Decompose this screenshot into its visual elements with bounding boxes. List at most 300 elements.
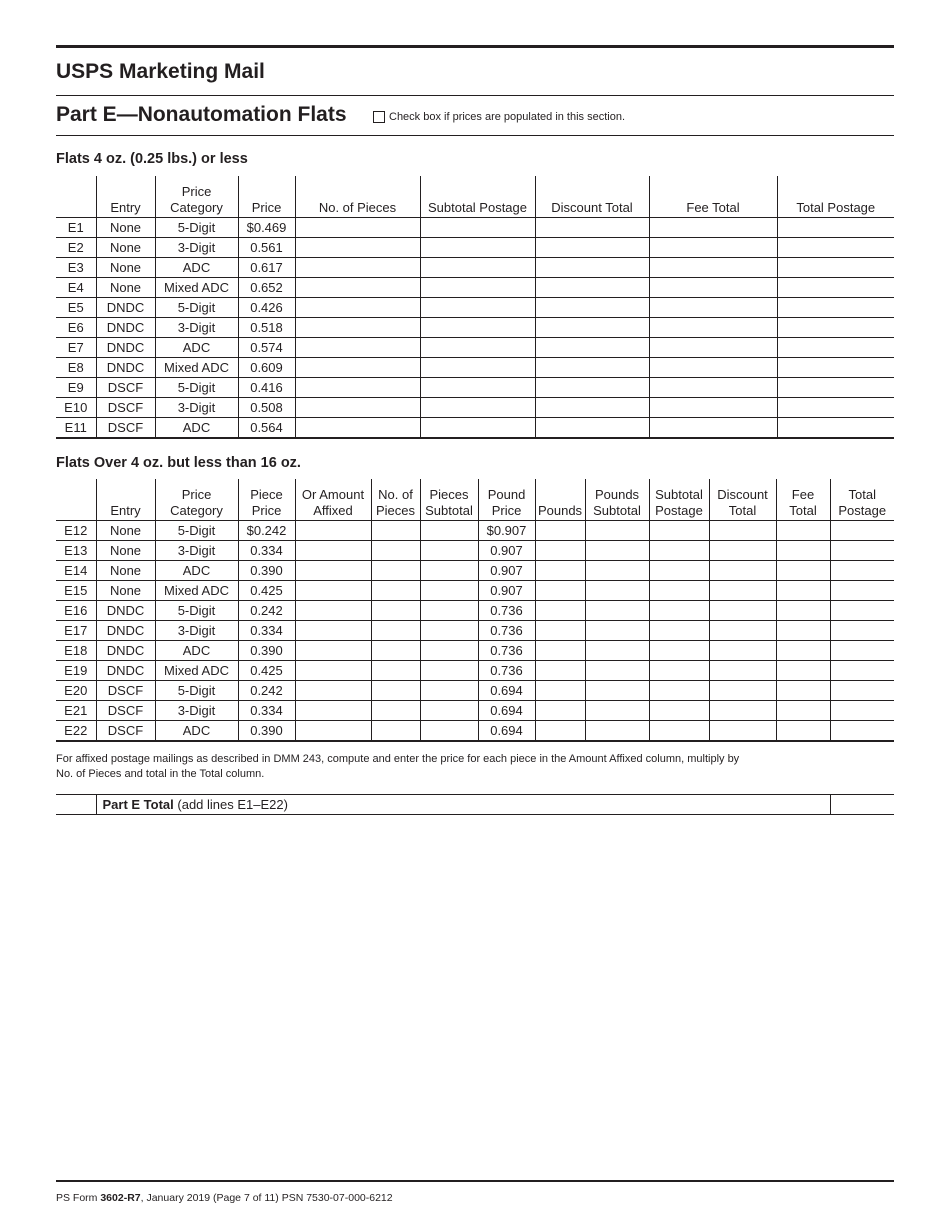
fee-total-field[interactable]: [649, 358, 777, 378]
fee-total-field[interactable]: [649, 398, 777, 418]
subtotal-postage-field[interactable]: [649, 701, 709, 721]
pound-price-cell: 0.694: [478, 681, 535, 701]
discount-total-field[interactable]: [709, 621, 776, 641]
no-of-pieces-field[interactable]: [295, 298, 420, 318]
discount-total-field[interactable]: [709, 681, 776, 701]
flats-heavy-table: [56, 479, 894, 742]
subtotal-postage-field[interactable]: [649, 681, 709, 701]
no-of-pieces-field[interactable]: [371, 621, 420, 641]
total-postage-field[interactable]: [777, 278, 894, 298]
no-of-pieces-field[interactable]: [371, 541, 420, 561]
entry-cell: None: [96, 541, 155, 561]
entry-cell: None: [96, 561, 155, 581]
column-header: Discount Total: [535, 176, 649, 218]
price-cell: 0.574: [238, 338, 295, 358]
line-number: E16: [56, 601, 96, 621]
pounds-subtotal-field[interactable]: [585, 681, 649, 701]
total-postage-field[interactable]: [777, 258, 894, 278]
entry-cell: DSCF: [96, 378, 155, 398]
fee-total-field[interactable]: [649, 418, 777, 439]
line-number: E6: [56, 318, 96, 338]
entry-cell: DNDC: [96, 661, 155, 681]
total-postage-field[interactable]: [777, 418, 894, 439]
total-postage-field[interactable]: [830, 641, 894, 661]
line-number: E7: [56, 338, 96, 358]
line-number: E10: [56, 398, 96, 418]
subtotal-postage-field[interactable]: [649, 621, 709, 641]
column-header: Fee Total: [776, 479, 830, 521]
pound-price-cell: 0.907: [478, 541, 535, 561]
total-postage-field[interactable]: [777, 218, 894, 238]
pieces-subtotal-field[interactable]: [420, 521, 478, 541]
table-row: [56, 681, 894, 701]
pound-price-cell: 0.736: [478, 661, 535, 681]
discount-total-field[interactable]: [535, 378, 649, 398]
fee-total-field[interactable]: [649, 258, 777, 278]
price-category-cell: ADC: [155, 561, 238, 581]
form-title: USPS Marketing Mail: [56, 60, 265, 83]
table-row: [56, 358, 894, 378]
table-row: [56, 398, 894, 418]
amount-affixed-field[interactable]: [295, 621, 371, 641]
table-row: [56, 218, 894, 238]
pounds-field[interactable]: [535, 601, 585, 621]
discount-total-field[interactable]: [535, 398, 649, 418]
no-of-pieces-field[interactable]: [371, 721, 420, 742]
piece-price-cell: $0.242: [238, 521, 295, 541]
no-of-pieces-field[interactable]: [295, 418, 420, 439]
line-number: E18: [56, 641, 96, 661]
subtotal-postage-field[interactable]: [649, 541, 709, 561]
line-number: E13: [56, 541, 96, 561]
subtotal-postage-field[interactable]: [649, 721, 709, 742]
form-footer: [56, 1192, 393, 1204]
part-divider: [56, 135, 894, 136]
discount-total-field[interactable]: [709, 721, 776, 742]
fee-total-field[interactable]: [649, 238, 777, 258]
pieces-subtotal-field[interactable]: [420, 621, 478, 641]
amount-affixed-field[interactable]: [295, 721, 371, 742]
column-header: Pounds: [535, 479, 585, 521]
fee-total-field[interactable]: [776, 581, 830, 601]
price-category-cell: 3-Digit: [155, 621, 238, 641]
pounds-subtotal-field[interactable]: [585, 601, 649, 621]
pounds-subtotal-field[interactable]: [585, 621, 649, 641]
column-header: Total Postage: [777, 176, 894, 218]
total-postage-field[interactable]: [830, 541, 894, 561]
discount-total-field[interactable]: [535, 218, 649, 238]
discount-total-field[interactable]: [709, 701, 776, 721]
price-category-cell: 5-Digit: [155, 521, 238, 541]
price-cell: 0.508: [238, 398, 295, 418]
price-cell: 0.564: [238, 418, 295, 439]
line-number: E1: [56, 218, 96, 238]
subtotal-postage-field[interactable]: [649, 521, 709, 541]
subtotal-postage-field[interactable]: [420, 258, 535, 278]
amount-affixed-field[interactable]: [295, 581, 371, 601]
discount-total-field[interactable]: [709, 521, 776, 541]
total-postage-field[interactable]: [777, 338, 894, 358]
section1-heading: Flats 4 oz. (0.25 lbs.) or less: [56, 151, 248, 167]
subtotal-postage-field[interactable]: [649, 581, 709, 601]
no-of-pieces-field[interactable]: [371, 681, 420, 701]
fee-total-field[interactable]: [649, 338, 777, 358]
subtotal-postage-field[interactable]: [649, 641, 709, 661]
affixed-postage-note: For affixed postage mailings as described in DMM 243, compute and enter the price for each piece in the Amount Affixed column, multiply by No. of Pieces and total in the Total column.: [56, 753, 740, 780]
total-amount-field[interactable]: [830, 795, 894, 815]
total-label-bold: Part E Total: [102, 797, 174, 812]
line-number: E3: [56, 258, 96, 278]
pounds-field[interactable]: [535, 541, 585, 561]
table-row: [56, 661, 894, 681]
piece-price-cell: 0.390: [238, 641, 295, 661]
piece-price-cell: 0.390: [238, 561, 295, 581]
price-category-cell: 3-Digit: [155, 398, 238, 418]
column-header: Pieces Subtotal: [420, 479, 478, 521]
entry-cell: None: [96, 581, 155, 601]
amount-affixed-field[interactable]: [295, 681, 371, 701]
total-line-cell: [56, 795, 96, 815]
discount-total-field[interactable]: [709, 661, 776, 681]
piece-price-cell: 0.242: [238, 601, 295, 621]
no-of-pieces-field[interactable]: [371, 641, 420, 661]
price-cell: 0.609: [238, 358, 295, 378]
column-header: Piece Price: [238, 479, 295, 521]
subtotal-postage-field[interactable]: [649, 661, 709, 681]
pieces-subtotal-field[interactable]: [420, 721, 478, 742]
discount-total-field[interactable]: [535, 258, 649, 278]
subtotal-postage-field[interactable]: [649, 601, 709, 621]
piece-price-cell: 0.242: [238, 681, 295, 701]
price-cell: 0.561: [238, 238, 295, 258]
total-postage-field[interactable]: [830, 721, 894, 742]
price-category-cell: 5-Digit: [155, 218, 238, 238]
fee-total-field[interactable]: [776, 701, 830, 721]
footer-rule: [56, 1180, 894, 1182]
price-cell: 0.652: [238, 278, 295, 298]
total-postage-field[interactable]: [777, 358, 894, 378]
no-of-pieces-field[interactable]: [295, 398, 420, 418]
part-title: Part E—Nonautomation Flats: [56, 103, 347, 126]
pounds-subtotal-field[interactable]: [585, 521, 649, 541]
part-total-row: [56, 795, 894, 815]
entry-cell: None: [96, 258, 155, 278]
pieces-subtotal-field[interactable]: [420, 681, 478, 701]
subtotal-postage-field[interactable]: [420, 398, 535, 418]
pounds-field[interactable]: [535, 581, 585, 601]
pounds-field[interactable]: [535, 521, 585, 541]
column-header: Price Category: [155, 176, 238, 218]
pieces-subtotal-field[interactable]: [420, 661, 478, 681]
discount-total-field[interactable]: [535, 298, 649, 318]
fee-total-field[interactable]: [776, 681, 830, 701]
discount-total-field[interactable]: [709, 601, 776, 621]
flats-light-table: [56, 176, 894, 439]
entry-cell: DNDC: [96, 641, 155, 661]
total-postage-field[interactable]: [830, 621, 894, 641]
discount-total-field[interactable]: [709, 541, 776, 561]
total-postage-field[interactable]: [830, 581, 894, 601]
entry-cell: None: [96, 278, 155, 298]
subtotal-postage-field[interactable]: [420, 378, 535, 398]
entry-cell: DSCF: [96, 721, 155, 742]
entry-cell: DSCF: [96, 681, 155, 701]
table-row: [56, 561, 894, 581]
no-of-pieces-field[interactable]: [371, 581, 420, 601]
fee-total-field[interactable]: [649, 378, 777, 398]
table-row: [56, 418, 894, 439]
discount-total-field[interactable]: [709, 581, 776, 601]
subtotal-postage-field[interactable]: [420, 318, 535, 338]
column-header: Total Postage: [830, 479, 894, 521]
prices-populated-checkbox-group: [373, 111, 625, 123]
piece-price-cell: 0.334: [238, 541, 295, 561]
pounds-field[interactable]: [535, 701, 585, 721]
pounds-field[interactable]: [535, 641, 585, 661]
price-category-cell: Mixed ADC: [155, 358, 238, 378]
price-category-cell: 5-Digit: [155, 378, 238, 398]
line-number: E8: [56, 358, 96, 378]
price-cell: 0.426: [238, 298, 295, 318]
section2-heading: Flats Over 4 oz. but less than 16 oz.: [56, 455, 301, 471]
column-header: Or Amount Affixed: [295, 479, 371, 521]
column-header: Subtotal Postage: [420, 176, 535, 218]
pounds-field[interactable]: [535, 721, 585, 742]
total-label: [96, 795, 830, 815]
price-cell: 0.518: [238, 318, 295, 338]
price-category-cell: ADC: [155, 721, 238, 742]
total-postage-field[interactable]: [777, 318, 894, 338]
pound-price-cell: $0.907: [478, 521, 535, 541]
title-divider: [56, 95, 894, 96]
no-of-pieces-field[interactable]: [295, 238, 420, 258]
amount-affixed-field[interactable]: [295, 521, 371, 541]
fee-total-field[interactable]: [776, 541, 830, 561]
table-row: [56, 541, 894, 561]
pounds-field[interactable]: [535, 561, 585, 581]
discount-total-field[interactable]: [535, 338, 649, 358]
pounds-subtotal-field[interactable]: [585, 721, 649, 742]
pound-price-cell: 0.907: [478, 581, 535, 601]
total-postage-field[interactable]: [830, 681, 894, 701]
no-of-pieces-field[interactable]: [295, 278, 420, 298]
total-postage-field[interactable]: [830, 601, 894, 621]
entry-cell: DNDC: [96, 358, 155, 378]
fee-total-field[interactable]: [649, 218, 777, 238]
subtotal-postage-field[interactable]: [649, 561, 709, 581]
pieces-subtotal-field[interactable]: [420, 581, 478, 601]
no-of-pieces-field[interactable]: [295, 318, 420, 338]
pieces-subtotal-field[interactable]: [420, 541, 478, 561]
discount-total-field[interactable]: [709, 641, 776, 661]
table-row: [56, 258, 894, 278]
line-number: E19: [56, 661, 96, 681]
subtotal-postage-field[interactable]: [420, 278, 535, 298]
column-header: Entry: [96, 176, 155, 218]
fee-total-field[interactable]: [649, 298, 777, 318]
line-number: E22: [56, 721, 96, 742]
no-of-pieces-field[interactable]: [371, 561, 420, 581]
table-row: [56, 581, 894, 601]
price-category-cell: Mixed ADC: [155, 661, 238, 681]
column-header: [56, 479, 96, 521]
total-postage-field[interactable]: [777, 398, 894, 418]
total-label-rest: (add lines E1–E22): [173, 797, 288, 812]
fee-total-field[interactable]: [776, 721, 830, 742]
discount-total-field[interactable]: [709, 561, 776, 581]
subtotal-postage-field[interactable]: [420, 358, 535, 378]
discount-total-field[interactable]: [535, 238, 649, 258]
table-row: [56, 601, 894, 621]
fee-total-field[interactable]: [776, 521, 830, 541]
pound-price-cell: 0.907: [478, 561, 535, 581]
subtotal-postage-field[interactable]: [420, 238, 535, 258]
line-number: E5: [56, 298, 96, 318]
total-postage-field[interactable]: [830, 701, 894, 721]
pounds-field[interactable]: [535, 661, 585, 681]
amount-affixed-field[interactable]: [295, 601, 371, 621]
entry-cell: None: [96, 521, 155, 541]
line-number: E12: [56, 521, 96, 541]
subtotal-postage-field[interactable]: [420, 298, 535, 318]
entry-cell: DNDC: [96, 298, 155, 318]
column-header: Pounds Subtotal: [585, 479, 649, 521]
discount-total-field[interactable]: [535, 318, 649, 338]
subtotal-postage-field[interactable]: [420, 418, 535, 439]
table-header-row: [56, 479, 894, 521]
piece-price-cell: 0.334: [238, 701, 295, 721]
top-rule: [56, 45, 894, 48]
prices-populated-checkbox[interactable]: [373, 111, 385, 123]
fee-total-field[interactable]: [649, 278, 777, 298]
pounds-subtotal-field[interactable]: [585, 581, 649, 601]
column-header: Discount Total: [709, 479, 776, 521]
no-of-pieces-field[interactable]: [371, 701, 420, 721]
no-of-pieces-field[interactable]: [295, 358, 420, 378]
total-postage-field[interactable]: [830, 661, 894, 681]
no-of-pieces-field[interactable]: [371, 521, 420, 541]
price-category-cell: 5-Digit: [155, 601, 238, 621]
fee-total-field[interactable]: [776, 661, 830, 681]
pound-price-cell: 0.736: [478, 601, 535, 621]
pounds-field[interactable]: [535, 681, 585, 701]
price-category-cell: 3-Digit: [155, 318, 238, 338]
footer-prefix: PS Form: [56, 1192, 101, 1204]
price-category-cell: 5-Digit: [155, 681, 238, 701]
price-category-cell: 3-Digit: [155, 701, 238, 721]
table-row: [56, 378, 894, 398]
piece-price-cell: 0.334: [238, 621, 295, 641]
table-row: [56, 338, 894, 358]
entry-cell: DSCF: [96, 398, 155, 418]
line-number: E20: [56, 681, 96, 701]
entry-cell: None: [96, 218, 155, 238]
discount-total-field[interactable]: [535, 278, 649, 298]
pounds-subtotal-field[interactable]: [585, 641, 649, 661]
total-postage-field[interactable]: [830, 561, 894, 581]
no-of-pieces-field[interactable]: [295, 338, 420, 358]
price-category-cell: Mixed ADC: [155, 581, 238, 601]
price-category-cell: 5-Digit: [155, 298, 238, 318]
entry-cell: DNDC: [96, 338, 155, 358]
pounds-subtotal-field[interactable]: [585, 661, 649, 681]
pound-price-cell: 0.736: [478, 641, 535, 661]
table-header-row: [56, 176, 894, 218]
fee-total-field[interactable]: [649, 318, 777, 338]
price-category-cell: ADC: [155, 418, 238, 439]
amount-affixed-field[interactable]: [295, 701, 371, 721]
pieces-subtotal-field[interactable]: [420, 561, 478, 581]
no-of-pieces-field[interactable]: [295, 218, 420, 238]
pound-price-cell: 0.736: [478, 621, 535, 641]
fee-total-field[interactable]: [776, 621, 830, 641]
total-postage-field[interactable]: [777, 298, 894, 318]
column-header: Fee Total: [649, 176, 777, 218]
pounds-subtotal-field[interactable]: [585, 561, 649, 581]
column-header: No. of Pieces: [295, 176, 420, 218]
piece-price-cell: 0.425: [238, 661, 295, 681]
pounds-subtotal-field[interactable]: [585, 541, 649, 561]
amount-affixed-field[interactable]: [295, 641, 371, 661]
table-row: [56, 521, 894, 541]
table-row: [56, 621, 894, 641]
discount-total-field[interactable]: [535, 418, 649, 439]
line-number: E14: [56, 561, 96, 581]
line-number: E11: [56, 418, 96, 439]
column-header: Price Category: [155, 479, 238, 521]
line-number: E21: [56, 701, 96, 721]
pounds-field[interactable]: [535, 621, 585, 641]
total-postage-field[interactable]: [777, 378, 894, 398]
amount-affixed-field[interactable]: [295, 541, 371, 561]
line-number: E9: [56, 378, 96, 398]
price-category-cell: ADC: [155, 641, 238, 661]
no-of-pieces-field[interactable]: [295, 258, 420, 278]
amount-affixed-field[interactable]: [295, 561, 371, 581]
line-number: E4: [56, 278, 96, 298]
column-header: Subtotal Postage: [649, 479, 709, 521]
subtotal-postage-field[interactable]: [420, 338, 535, 358]
no-of-pieces-field[interactable]: [295, 378, 420, 398]
footer-rest: , January 2019 (Page 7 of 11) PSN 7530-07-000-6212: [140, 1192, 393, 1204]
line-number: E17: [56, 621, 96, 641]
price-category-cell: 3-Digit: [155, 541, 238, 561]
line-number: E15: [56, 581, 96, 601]
table-row: [56, 721, 894, 742]
no-of-pieces-field[interactable]: [371, 661, 420, 681]
total-postage-field[interactable]: [777, 238, 894, 258]
fee-total-field[interactable]: [776, 561, 830, 581]
table-row: [56, 298, 894, 318]
entry-cell: DSCF: [96, 418, 155, 439]
price-cell: 0.416: [238, 378, 295, 398]
discount-total-field[interactable]: [535, 358, 649, 378]
no-of-pieces-field[interactable]: [371, 601, 420, 621]
pieces-subtotal-field[interactable]: [420, 641, 478, 661]
pieces-subtotal-field[interactable]: [420, 601, 478, 621]
fee-total-field[interactable]: [776, 601, 830, 621]
form-number: 3602-R7: [100, 1192, 141, 1204]
price-cell: 0.617: [238, 258, 295, 278]
amount-affixed-field[interactable]: [295, 661, 371, 681]
fee-total-field[interactable]: [776, 641, 830, 661]
pieces-subtotal-field[interactable]: [420, 701, 478, 721]
subtotal-postage-field[interactable]: [420, 218, 535, 238]
table-row: [56, 278, 894, 298]
price-category-cell: ADC: [155, 338, 238, 358]
pounds-subtotal-field[interactable]: [585, 701, 649, 721]
total-postage-field[interactable]: [830, 521, 894, 541]
